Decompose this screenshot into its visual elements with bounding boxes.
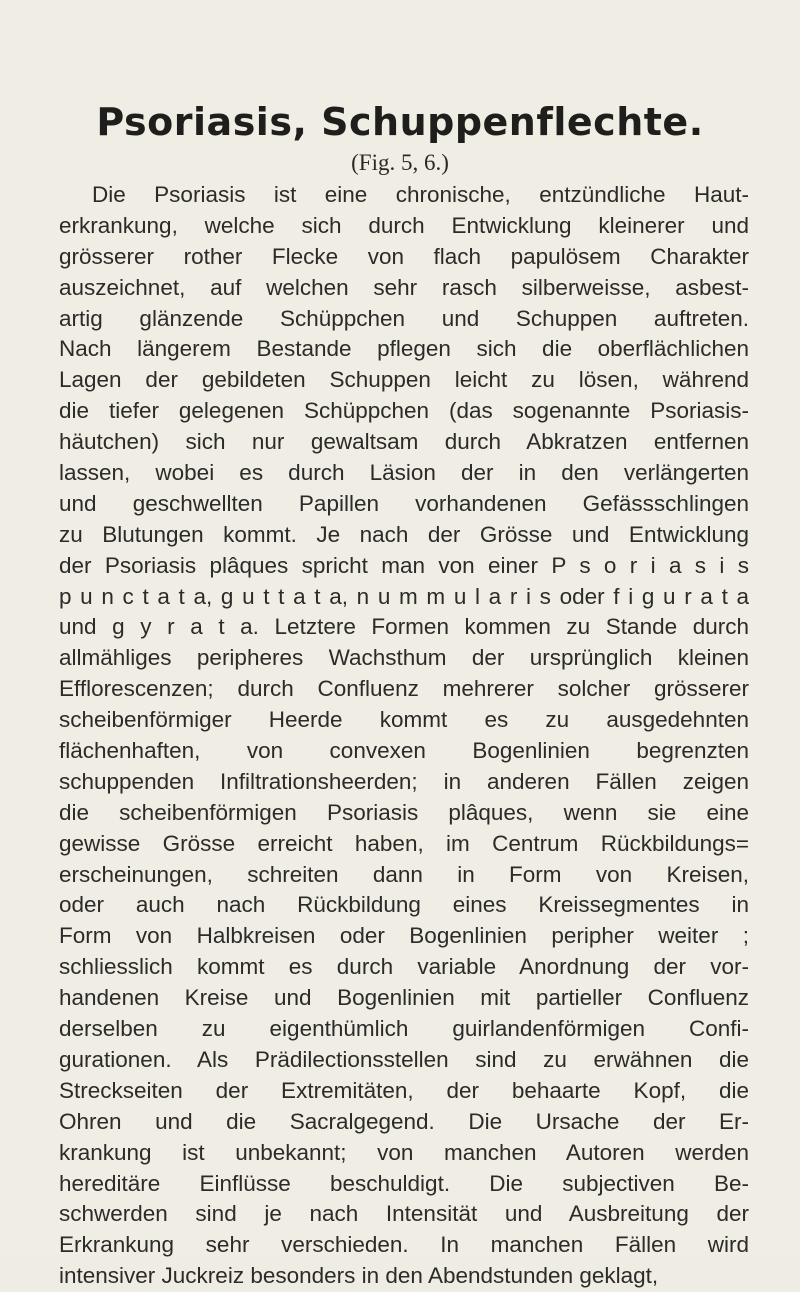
text-line: schliesslich kommt es durch variable Anordnung der vor-	[59, 954, 749, 980]
text-line: gurationen. Als Prädilectionsstellen sind zu erwähnen die	[59, 1046, 749, 1072]
text-line: hereditäre Einflüsse beschuldigt. Die subjectiven Be-	[59, 1170, 749, 1196]
text-line: erkrankung, welche sich durch Entwicklung kleinerer und	[59, 212, 749, 238]
text-line: und g y r a t a. Letztere Formen kommen zu Stande durch	[59, 614, 749, 640]
text-line: Die Psoriasis ist eine chronische, entzündliche Haut-	[92, 182, 749, 207]
text-line: auszeichnet, auf welchen sehr rasch silberweisse, asbest-	[59, 274, 749, 300]
text-line: Efflorescenzen; durch Confluenz mehrerer solcher grösserer	[59, 676, 749, 702]
text-line: Streckseiten der Extremitäten, der behaarte Kopf, die	[59, 1077, 749, 1103]
text-line: die tiefer gelegenen Schüppchen (das sogenannte Psoriasis-	[59, 398, 749, 424]
text-line: und geschwellten Papillen vorhandenen Gefässschlingen	[59, 490, 749, 516]
text-line: Form von Halbkreisen oder Bogenlinien peripher weiter ;	[59, 923, 749, 949]
text-line: häutchen) sich nur gewaltsam durch Abkratzen entfernen	[59, 429, 749, 455]
text-line: schuppenden Infiltrationsheerden; in anderen Fällen zeigen	[59, 768, 749, 794]
text-line: Lagen der gebildeten Schuppen leicht zu lösen, während	[59, 367, 749, 393]
text-line: scheibenförmiger Heerde kommt es zu ausgedehnten	[59, 707, 749, 733]
text-line: erscheinungen, schreiten dann in Form von Kreisen,	[59, 861, 749, 887]
text-line: Erkrankung sehr verschieden. In manchen Fällen wird	[59, 1232, 749, 1258]
text-line: flächenhaften, von convexen Bogenlinien begrenzten	[59, 738, 749, 764]
text-line: allmähliges peripheres Wachsthum der ursprünglich kleinen	[59, 645, 749, 671]
page-title: Psoriasis, Schuppenflechte.	[96, 100, 704, 144]
text-line: derselben zu eigenthümlich guirlandenförmigen Confi-	[59, 1016, 749, 1042]
text-line: der Psoriasis plâques spricht man von einer P s o r i a s i s	[59, 552, 749, 578]
text-line: handenen Kreise und Bogenlinien mit partieller Confluenz	[59, 985, 749, 1011]
body-text	[59, 180, 749, 1292]
text-line: grösserer rother Flecke von flach papulösem Charakter	[59, 243, 749, 269]
text-line: zu Blutungen kommt. Je nach der Grösse und Entwicklung	[59, 521, 749, 547]
text-line: p u n c t a t a, g u t t a t a, n u m m u l a r i s oder f i g u r a t a	[59, 583, 749, 609]
text-line: intensiver Juckreiz besonders in den Abendstunden geklagt,	[59, 1263, 659, 1289]
text-line: schwerden sind je nach Intensität und Ausbreitung der	[59, 1201, 749, 1227]
figure-reference: (Fig. 5, 6.)	[351, 150, 449, 175]
text-line: Nach längerem Bestande pflegen sich die oberflächlichen	[59, 336, 749, 362]
text-line: lassen, wobei es durch Läsion der in den verlängerten	[59, 460, 749, 486]
text-line: artig glänzende Schüppchen und Schuppen auftreten.	[59, 305, 749, 331]
text-line: die scheibenförmigen Psoriasis plâques, wenn sie eine	[59, 799, 749, 825]
text-line: Ohren und die Sacralgegend. Die Ursache der Er-	[59, 1108, 749, 1134]
text-line: krankung ist unbekannt; von manchen Autoren werden	[59, 1139, 749, 1165]
text-line: oder auch nach Rückbildung eines Kreissegmentes in	[59, 892, 749, 918]
text-line: gewisse Grösse erreicht haben, im Centrum Rückbildungs=	[59, 830, 749, 856]
